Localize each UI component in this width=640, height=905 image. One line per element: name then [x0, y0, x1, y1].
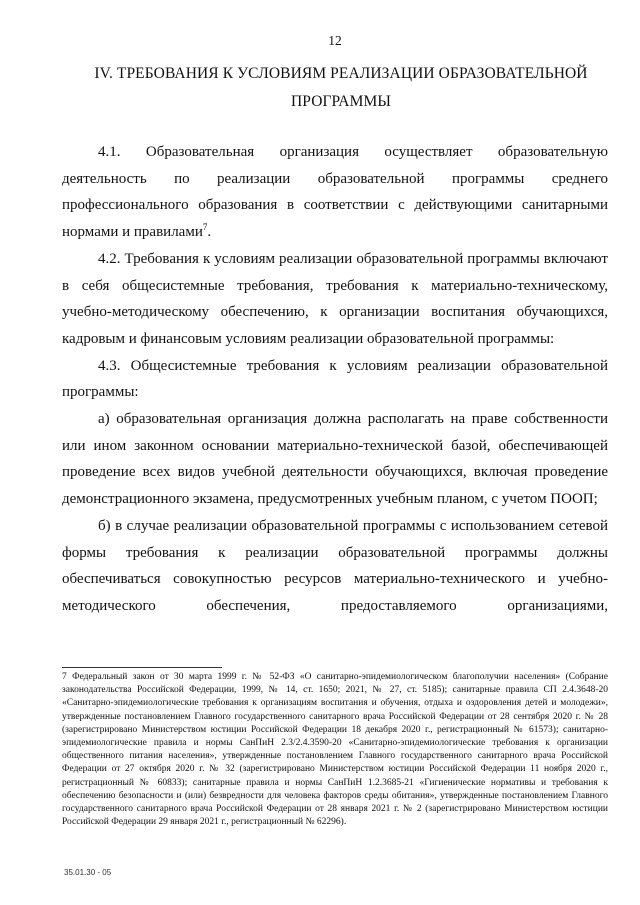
page-number: 12 [328, 33, 342, 48]
paragraph-4-3: 4.3. Общесистемные требования к условиям реализации образовательной программы: [62, 357, 608, 401]
document-code: 35.01.30 - 05 [64, 868, 112, 877]
footnote-7: 7 Федеральный закон от 30 марта 1999 г. № 52-ФЗ «О санитарно-эпидемиологическом благополучии населения» (Собрание законодательства Российской Федерации, 1999, № 14, ст. 1650; 2021, № 27, ст. 5185); санитарные правила СП 2.4.3648-20 «Санитарно-эпидемиологические требования к организациям воспитания и обучения, отдыха и оздоровления детей и молодежи», утвержденные постановлением Главного государственного санитарного врача Российской Федерации от 28 сентября 2020 г. № 28 (зарегистрировано Министерством юстиции Российской Федерации 18 декабря 2020 г., регистрационный № 61573); санитарно-эпидемиологические правила и нормы СанПиН 2.3/2.4.3590-20 «Санитарно-эпидемиологические требования к организации общественного питания населения», утвержденные постановлением Главного государственного санитарного врача Российской Федерации от 27 октября 2020 г. № 32 (зарегистрировано Министерством юстиции Российской Федерации 11 ноября 2020 г., регистрационный № 60833); санитарные правила и нормы СанПиН 1.2.3685-21 «Гигиенические нормативы и требования к обеспечению безопасности и (или) безвредности для человека факторов среды обитания», утвержденные постановлением Главного государственного санитарного врача Российской Федерации от 28 января 2021 г. № 2 (зарегистрировано Министерством юстиции Российской Федерации 29 января 2021 г., регистрационный № 62296). [62, 672, 608, 828]
body-text [62, 139, 608, 620]
footnote-reference[interactable]: 7 [202, 222, 208, 233]
paragraph-4-1-text: 4.1. Образовательная организация осуществляет образовательную деятельность по реализации образовательной программы среднего профессионального образования в соответствии с действующими санитарными нормами и правилами [62, 144, 608, 241]
section-title: IV. ТРЕБОВАНИЯ К УСЛОВИЯМ РЕАЛИЗАЦИИ ОБРАЗОВАТЕЛЬНОЙ ПРОГРАММЫ [94, 65, 588, 110]
paragraph-4-2: 4.2. Требования к условиям реализации образовательной программы включают в себя общесистемные требования, требования к материально-техническому, учебно-методическому обеспечению, к организации воспитания обучающихся, кадровым и финансовым условиям реализации образовательной программы: [62, 250, 608, 347]
paragraph-a: а) образовательная организация должна располагать на праве собственности или ином законном основании материально-технической базой, обеспечивающей проведение всех видов учебной деятельности обучающихся, включая проведение демонстрационного экзамена, предусмотренных учебным планом, с учетом ПООП; [62, 411, 608, 508]
footnotes [62, 671, 608, 829]
paragraph-4-1-end: . [207, 224, 212, 241]
paragraph-b: б) в случае реализации образовательной программы с использованием сетевой формы требования к реализации образовательной программы должны обеспечиваться совокупностью ресурсов материально-технического и учебно-методического обеспечения, предоставляемого организациями, [62, 517, 608, 614]
footnote-divider [62, 667, 222, 668]
paragraph-4-1 [62, 139, 608, 246]
